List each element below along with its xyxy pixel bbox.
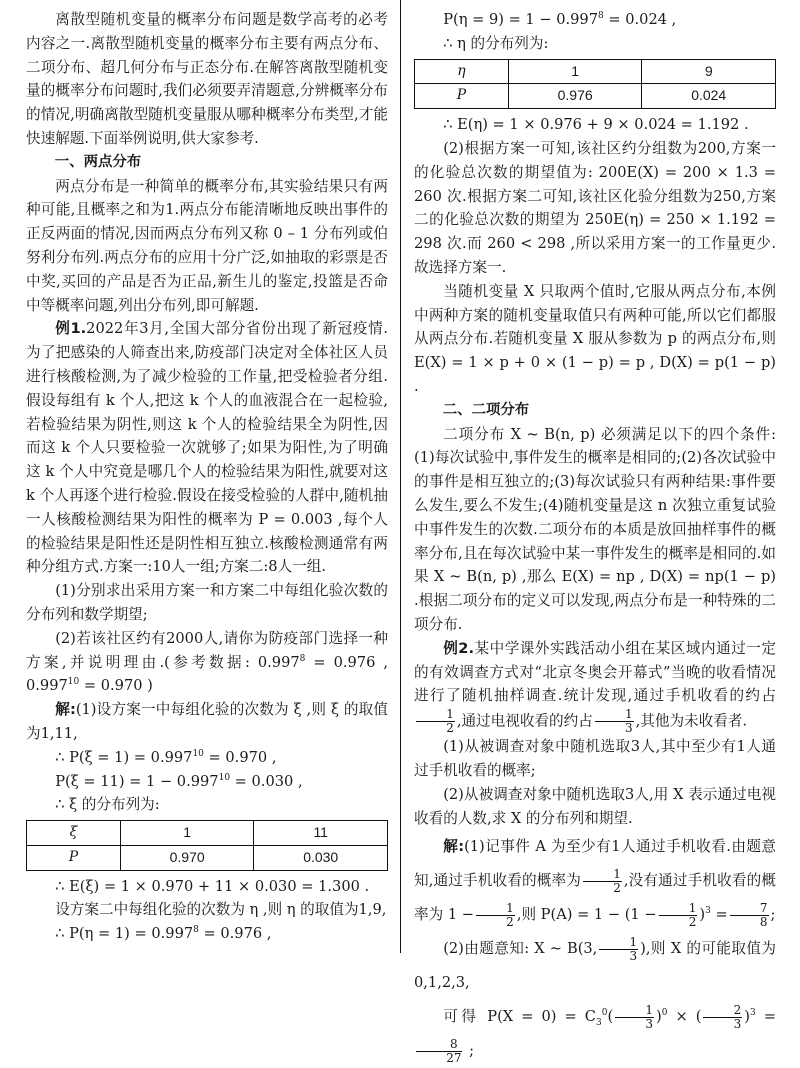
- formula-p-xi-11: $P(\xi = 11) = 1 - 0.997^{10} = 0.030$ ,: [55, 772, 303, 790]
- column-divider: [400, 0, 401, 953]
- xi-distribution-caption: ∴ ξ 的分布列为:: [55, 796, 160, 814]
- formula-p-x-0: 可得 $P(X = 0) = C_3^0$( $\frac{1}{3}$ )$^0$ × ( $\frac{2}{3}$ )$^3$ = $\frac{8}{27}$ ;: [414, 1000, 776, 1068]
- table-cell: η: [415, 59, 509, 84]
- intro-paragraph: 离散型随机变量的概率分布问题是数学高考的必考内容之一.离散型随机变量的概率分布主要有两点分布、二项分布、超几何分布与正态分布.在解答离散型随机变量的概率分布问题时,我们必须要弄清题意,分辨概率分布的情况,明确离散型随机变量服从哪种概率分布类型,才能快速解题.下面举例说明,供大家参考.: [26, 11, 388, 147]
- fraction: $\frac{1}{2}$: [659, 902, 698, 929]
- table-cell: 11: [254, 821, 388, 846]
- solution-2-part-1: 解:(1)记事件 A 为至少有1人通过手机收看.由题意知,通过手机收看的概率为 $\frac{1}{2}$ ,没有通过手机收看的概率为 1 − $\frac{1}{2}$ ,则 P(A) = 1 − (1 − $\frac{1}{2}$ )$^3$ = $\frac{7}{8}$ ;: [414, 838, 777, 929]
- fraction: $\frac{1}{2}$: [583, 868, 622, 895]
- scheme-2-text: 设方案二中每组化验的次数为 η ,则 η 的取值为1,9,: [55, 901, 387, 919]
- fraction: $\frac{1}{2}$: [476, 902, 515, 929]
- table-cell: 9: [642, 59, 776, 84]
- table-row: [415, 59, 776, 84]
- example-2-label: 例2.: [443, 639, 474, 657]
- fraction: $\frac{7}{8}$: [730, 902, 769, 929]
- solution-2-label: 解:: [443, 838, 465, 856]
- example-1-question-2: (2)若该社区约有2000人,请你为防疫部门选择一种方案,并说明理由.(参考数据: $0.997^8 = 0.976$ , $0.997^{10} = 0.970$ ): [26, 629, 388, 695]
- eta-distribution-caption: ∴ η 的分布列为:: [443, 34, 549, 52]
- left-column: [26, 8, 388, 946]
- example-1-question-1: (1)分别求出采用方案一和方案二中每组化验次数的分布列和数学期望;: [26, 582, 388, 623]
- solution-2-part-2: (2)由题意知: X ~ B(3, $\frac{1}{3}$ ),则 X 的可能取值为 0,1,2,3,: [414, 934, 776, 992]
- binomial-paragraph: 二项分布 X ~ B(n, p) 必须满足以下的四个条件:(1)每次试验中,事件发生的概率是相同的;(2)各次试验中的事件是相互独立的;(3)每次试验只有两种结果:事件要么发生,要么不发生;(4)随机变量是这 n 次独立重复试验中事件发生的次数.二项分布的本质是放回抽样事件的概率分布,且在每次试验中某一事件发生的概率是相同的.如果 X ~ B(n, p) ,那么 E(X) = np , D(X) = np(1 − p) .根据二项分布的定义可以发现,两点分布是一种特殊的二项分布.: [414, 425, 776, 633]
- table-cell: P: [27, 845, 121, 870]
- formula-e-xi: ∴ E(ξ) = 1 × 0.970 + 11 × 0.030 = 1.300 .: [55, 877, 370, 895]
- formula-p-eta-9: $P(\eta = 9) = 1 - 0.997^8 = 0.024$ ,: [443, 11, 677, 28]
- formula-p-xi-1: ∴ $P(\xi = 1) = 0.997^{10} = 0.970$ ,: [55, 748, 277, 766]
- table-cell: ξ: [27, 821, 121, 846]
- example-1-text: 2022年3月,全国大部分省份出现了新冠疫情.为了把感染的人筛查出来,防疫部门决定对全体社区人员进行核酸检测,为了减少检验的工作量,把受检验者分组.假设每组有 k 个人,把这 k 个人的血液混合在一起检验,若检验结果为阴性,则这 k 个人的检验结果全为阴性,因而这 k 个人只要检验一次就够了;如果为阳性,为了明确这 k 个人中究竟是哪几个人的检验结果为阳性,就要对这 k 个人再逐个进行检验.假设在接受检验的人群中,随机抽一人核酸检测结果为阳性的概率为 P = 0.003 ,每个人的检验结果是阳性还是阴性相互独立.核酸检测通常有两种分组方式.方案一:10人一组;方案二:8人一组.: [26, 320, 388, 576]
- example-2-question-2: (2)从被调查对象中随机选取3人,用 X 表示通过电视收看的人数,求 X 的分布列和期望.: [414, 785, 776, 827]
- fraction: $\frac{1}{3}$: [615, 1004, 654, 1031]
- section-title-binomial: 二、二项分布: [442, 401, 530, 418]
- table-cell: 1: [508, 59, 642, 84]
- two-point-summary: 当随机变量 X 只取两个值时,它服从两点分布,本例中两种方案的随机变量取值只有两种可能,所以它们都服从两点分布.若随机变量 X 服从参数为 p 的两点分布,则 E(X) = 1 × p + 0 × (1 − p) = p , D(X) = p(1 − p) .: [414, 282, 776, 395]
- example-2-question-1: (1)从被调查对象中随机选取3人,其中至少有1人通过手机收看的概率;: [414, 738, 776, 779]
- formula-p-eta-1: ∴ $P(\eta = 1) = 0.997^8 = 0.976$ ,: [55, 925, 272, 943]
- table-row: [27, 845, 388, 870]
- solution-1-part-2: (2)根据方案一可知,该社区约分组数为200,方案一的化验总次数的期望值为: 200E(X) = 200 × 1.3 = 260 次.根据方案二可知,该社区化验分组数为250,方案二的化验总次数的期望为 250E(η) = 250 × 1.192 = 298 次.而 260 < 298 ,所以采用方案一的工作量更少.故选择方案一.: [414, 139, 776, 276]
- example-2: 例2.某中学课外实践活动小组在某区域内通过一定的有效调查方式对“北京冬奥会开幕式”当晚的收看情况进行了随机抽样调查.统计发现,通过手机收看的约占 $\frac{1}{2}$ ,通过电视收看的约占 $\frac{1}{3}$ ,其他为未收看者.: [414, 639, 776, 736]
- two-point-paragraph: 两点分布是一种简单的概率分布,其实验结果只有两种可能,且概率之和为1.两点分布能清晰地反映出事件的正反两面的情况,因而两点分布列又称 0 – 1 分布列或伯努利分布列.两点分布的应用十分广泛,如抽取的彩票是否中奖,买回的产品是否为正品,新生儿的鉴定,投篮是否命中等概率问题,列出分布列,即可解题.: [26, 177, 388, 314]
- section-title-two-point: 一、两点分布: [54, 153, 142, 170]
- formula-e-eta: ∴ E(η) = 1 × 0.976 + 9 × 0.024 = 1.192 .: [443, 116, 749, 134]
- table-cell: P: [415, 84, 509, 109]
- table-row: [415, 84, 776, 109]
- example-1-label: 例1.: [55, 320, 87, 338]
- solution-1: 解:(1)设方案一中每组化验的次数为 ξ ,则 ξ 的取值为1,11,: [26, 701, 388, 742]
- table-cell: 1: [120, 821, 254, 846]
- table-cell: 0.976: [508, 84, 642, 109]
- example-1: [26, 317, 388, 579]
- table-row: [27, 821, 388, 846]
- table-cell: 0.970: [120, 845, 254, 870]
- fraction: $\frac{1}{3}$: [599, 936, 638, 963]
- fraction: $\frac{1}{2}$: [416, 708, 455, 735]
- xi-distribution-table: [26, 820, 388, 871]
- table-cell: 0.030: [254, 845, 388, 870]
- table-cell: 0.024: [642, 84, 776, 109]
- fraction: $\frac{1}{3}$: [595, 708, 634, 735]
- solution-1-label: 解:: [55, 701, 76, 719]
- fraction: $\frac{8}{27}$: [416, 1038, 462, 1065]
- right-column: [414, 8, 776, 1068]
- eta-distribution-table: [414, 59, 776, 110]
- fraction: $\frac{2}{3}$: [703, 1004, 742, 1031]
